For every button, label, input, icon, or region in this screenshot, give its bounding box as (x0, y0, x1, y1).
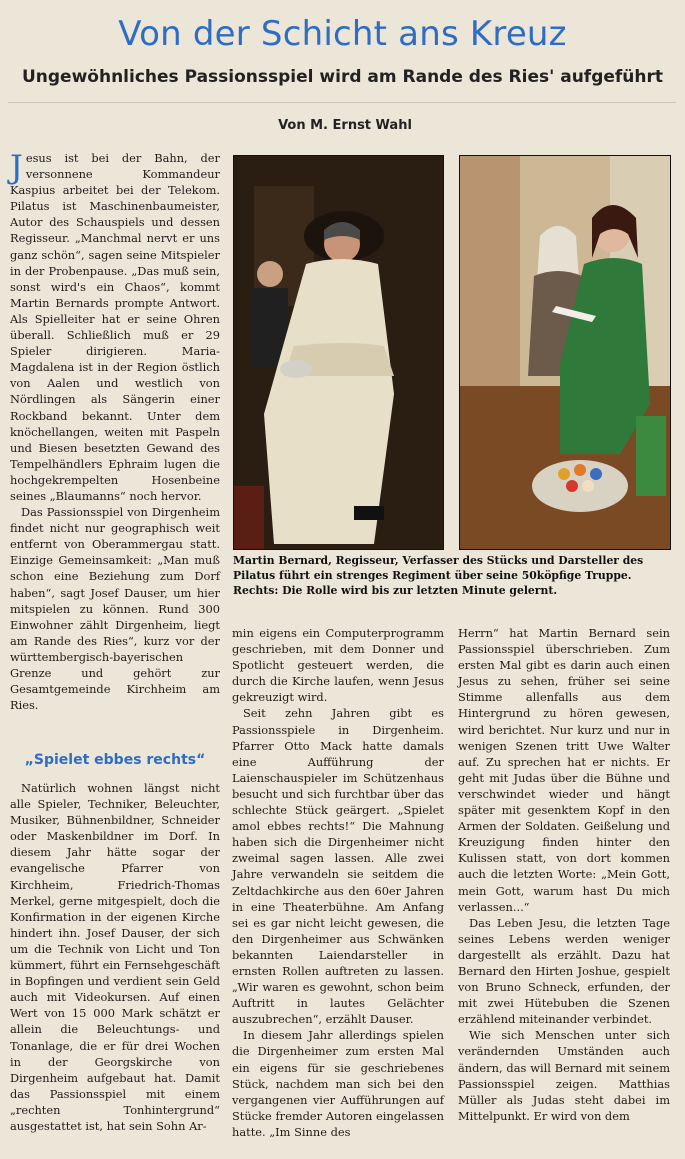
photo-illustration (234, 156, 443, 549)
paragraph: Seit zehn Jahren gibt es Passionsspiele in Dirgenheim. Pfarrer Otto Mack hatte damals eine Aufführung der Laienschauspieler im Schützenhaus besucht und sich furchtbar über das schlechte Stück geärgert. „Spielet amol ebbes rechts!“ Die Mahnung haben sich die Dirgenheimer nicht zweimal sagen lassen. Alle zwei Jahre verwandeln sie seitdem die Zeltdachkirche aus den 60er Jahren in eine Theaterbühne. Am Anfang sei es gar nicht leicht gewesen, die den Dirgenheimer aus Schwänken bekannten Laiendarsteller in ernsten Rollen auftreten zu lassen. „Wir waren es gewohnt, schon beim Auftritt in lautes Gelächter auszubrechen“, erzählt Dauser. (232, 706, 444, 1027)
byline: Von M. Ernst Wahl (278, 118, 412, 133)
article-column-3 (458, 625, 670, 1124)
subheadline: Ungewöhnliches Passionsspiel wird am Rande des Ries' aufgeführt (21, 67, 664, 87)
article-column-1 (10, 150, 220, 713)
headline: Von der Schicht ans Kreuz (118, 14, 567, 54)
article-column-1-continued (10, 780, 220, 1134)
paragraph: In diesem Jahr allerdings spielen die Dirgenheimer zum ersten Mal ein eigens für sie geschriebenes Stück, nachdem man sich bei den vergangenen vier Aufführungen auf Stücke fremder Autoren eingelassen hatte. „Im Sinne des (232, 1028, 444, 1139)
paragraph: Das Passionsspiel von Dirgenheim findet nicht nur geographisch weit entfernt von Oberammergau statt. Einzige Gemeinsamkeit: „Man muß schon eine Beziehung zum Dorf haben“, sagt Josef Dauser, um hier mitspielen zu können. Rund 300 Einwohner zählt Dirgenheim, liegt am Rande des Ries“, kurz vor der württembergisch-bayerischen Grenze und gehört zur Gesamtgemeinde Kirchheim am Ries. (10, 505, 220, 713)
paragraph: Das Leben Jesu, die letzten Tage seines Lebens werden weniger dargestellt als erzählt. Dazu hat Bernard den Hirten Joshue, gespielt von Bruno Schneck, erfunden, der mit zwei Hütebuben die Szenen erzählend miteinander verbindet. (458, 915, 670, 1027)
header-rule (8, 102, 676, 103)
paragraph: min eigens ein Computerprogramm geschrieben, mit dem Donner und Spotlicht gesteuert werden, die durch die Kirche laufen, wenn Jesus gekreuzigt wird. (232, 626, 444, 705)
paragraph: Natürlich wohnen längst nicht alle Spieler, Techniker, Beleuchter, Musiker, Bühnenbildner, Schneider oder Maskenbildner im Dorf. In diesem Jahr hätte sogar der evangelische Pfarrer von Kirchheim, Friedrich-Thomas Merkel, gerne mitgespielt, doch die Konfirmation in der eigenen Kirche hindert ihn. Josef Dauser, der sich um die Technik von Licht und Ton kümmert, führt ein Fernsehgeschäft in Bopfingen und verdient sein Geld auch mit Videokursen. Auf einen Wert von 15 000 Mark schätzt er allein die Beleuchtungs- und Tonanlage, die er für drei Wochen in der Georgskirche von Dirgenheim aufgebaut hat. Damit das Passionsspiel mit einem „rechten Tonhintergrund“ ausgestattet ist, hat sein Sohn Ar- (10, 781, 220, 1133)
paragraph: Wie sich Menschen unter sich verändernden Umständen auch ändern, das will Bernard mit seinem Passionsspiel zeigen. Matthias Müller als Judas steht dabei im Mittelpunkt. Er wird von dem (458, 1028, 670, 1123)
photo-pilatus (233, 155, 444, 550)
section-heading: „Spielet ebbes rechts“ (24, 752, 206, 768)
photo-rehearsal (459, 155, 671, 550)
photo-illustration (460, 156, 670, 549)
paragraph-text: esus ist bei der Bahn, der versonnene Kommandeur Kaspius arbeitet bei der Telekom. Pilatus ist Maschinenbaumeister, Autor des Schauspiels und dessen Regisseur. „Manchmal nervt er uns ganz schön“, sagen seine Mitspieler in der Probenpause. „Das muß sein, sonst wird's ein Chaos“, kommt Martin Bernards prompte Antwort. Als Spielleiter hat er seine Ohren überall. Schließlich muß er 29 Spieler dirigieren. Maria-Magdalena ist in der Region östlich von Aalen und westlich von Nördlingen als Sängerin einer Rockband bekannt. Unter dem knöchellangen, weiten mit Paspeln und Biesen besetzten Gewand des Tempelhändlers Ephraim lugen die hochgekrempelten Hosenbeine seines „Blaumanns“ noch hervor. (10, 151, 220, 503)
paragraph: Herrn“ hat Martin Bernard sein Passionsspiel überschrieben. Zum ersten Mal gibt es darin auch einen Jesus zu sehen, früher sei seine Stimme allenfalls aus dem Hintergrund zu hören gewesen, wird berichtet. Nur kurz und nur in wenigen Szenen tritt Uwe Walter auf. Zu sprechen hat er nichts. Er geht mit Judas über die Bühne und verschwindet wieder und hängt später mit gesenktem Kopf in den Armen der Soldaten. Geißelung und Kreuzigung finden hinter den Kulissen statt, von dort kommen auch die letzten Worte: „Mein Gott, mein Gott, warum hast Du mich verlassen...“ (458, 626, 670, 914)
photo-caption: Martin Bernard, Regisseur, Verfasser des Stücks und Darsteller des Pilatus führt ein strenges Regiment über seine 50köpfige Truppe. Rechts: Die Rolle wird bis zur letzten Minute gelernt. (233, 554, 644, 597)
article-column-2 (232, 625, 444, 1140)
drop-cap: J (10, 148, 23, 186)
paragraph (10, 150, 220, 504)
